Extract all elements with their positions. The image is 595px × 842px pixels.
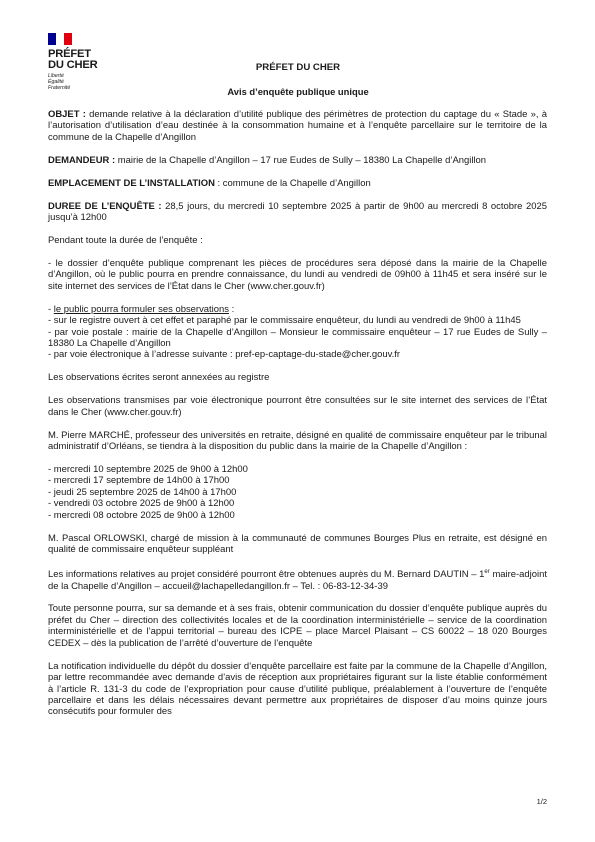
page-title: PRÉFET DU CHER — [255, 62, 341, 73]
permanences-list — [48, 464, 547, 521]
permanence-item: - jeudi 25 septembre 2025 de 14h00 à 17h00 — [48, 486, 237, 498]
observation-item-registre: - sur le registre ouvert à cet effet et paraphé par le commissaire enquêteur, du lundi au vendredi de 9h00 à 11h45 — [48, 315, 521, 327]
permanence-item: - mercredi 08 octobre 2025 de 9h00 à 12h00 — [48, 509, 235, 521]
objet-text: demande relative à la déclaration d’utilité publique des périmètres de protection du captage du « Stade », à l’autorisation d’utilisation d’eau destinée à la consommation humaine et à l’enquête parcellaire sur le territoire de la commune de la Chapelle d’Angillon — [48, 109, 547, 143]
notification-paragraph: La notification individuelle du dépôt du dossier d’enquête parcellaire est faite par la commune de la Chapelle d’Angillon, par lettre recommandée avec demande d’avis de réception aux propriétaires figurant sur la liste établie conformément à l’article R. 131-3 du code de l’expropriation pour cause d’utilité publique, préalablement à l’ouverture de l’enquête parcellaire et dans les délais nécessaires devant permettre aux propriétaires de disposer d’au moins quinze jours consécutifs pour formuler des — [48, 660, 547, 718]
emplacement-text: : commune de la Chapelle d’Angillon — [214, 177, 371, 189]
page-number: 1/2 — [536, 797, 547, 806]
observations-intro-end: : — [228, 303, 235, 315]
flag-white-stripe — [56, 33, 64, 45]
tricolor-flag-icon — [48, 33, 72, 45]
observations-intro — [48, 304, 547, 315]
transmises-paragraph: Les observations transmises par voie électronique pourront être consultées sur le site internet des services de l’État dans le Cher (www.cher.gouv.fr) — [48, 395, 547, 418]
demandeur-paragraph — [48, 155, 547, 166]
observations-intro-underlined: le public pourra formuler ses observations — [53, 303, 229, 315]
demandeur-text: mairie de la Chapelle d’Angillon – 17 rue Eudes de Sully – 18380 La Chapelle d’Angillon — [115, 154, 487, 166]
suppleant-paragraph: M. Pascal ORLOWSKI, chargé de mission à la communauté de communes Bourges Plus en retraite, est désigné en qualité de commissaire enquêteur suppléant — [48, 532, 547, 556]
motto-fraternite: Fraternité — [48, 85, 71, 91]
observations-dash: - — [48, 303, 54, 315]
duree-paragraph — [48, 201, 547, 224]
demandeur-label: DEMANDEUR : — [48, 154, 116, 166]
commissaire-paragraph: M. Pierre MARCHÉ, professeur des universités en retraite, désigné en qualité de commissaire enquêteur par le tribunal administratif d’Orléans, se tiendra à la disposition du public dans la mairie de la Chapelle d’Angillon : — [48, 429, 547, 452]
observations-list — [48, 304, 547, 361]
emplacement-label: EMPLACEMENT DE L’INSTALLATION — [48, 177, 215, 189]
logo-line-2: DU CHER — [48, 58, 98, 71]
logo-line-1: PRÉFET — [48, 48, 91, 60]
permanence-item: - mercredi 10 septembre 2025 de 9h00 à 12h00 — [48, 463, 248, 475]
dossier-paragraph: - le dossier d’enquête publique comprenant les pièces de procédures sera déposé dans la mairie de la Chapelle d’Angillon, où le public pourra en prendre connaissance, du lundi au vendredi de 09h00 à 11h45 et sera inséré sur le site internet des services de l’État dans le Cher (www.cher.gouv.fr) — [48, 257, 547, 292]
informations-superscript: er — [484, 568, 490, 575]
duree-label: DUREE DE L’ENQUÊTE : — [48, 200, 162, 212]
annexees-paragraph: Les observations écrites seront annexées au registre — [48, 372, 270, 384]
observation-item-electronique: - par voie électronique à l’adresse suivante : pref-ep-captage-du-stade@cher.gouv.fr — [48, 349, 400, 361]
emplacement-paragraph — [48, 178, 547, 189]
informations-paragraph — [48, 567, 547, 592]
page-subtitle: Avis d’enquête publique unique — [227, 86, 369, 97]
pendant-paragraph: Pendant toute la durée de l’enquête : — [48, 234, 203, 246]
duree-text: 28,5 jours, du mercredi 10 septembre 2025 à partir de 9h00 au mercredi 8 octobre 2025 jusqu’à 12h00 — [48, 200, 547, 224]
motto-egalite: Égalité — [48, 79, 64, 85]
informations-text-end: maire-adjoint de la Chapelle d’Angillon – accueil@lachapelledangillon.fr – Tel. : 06-83-12-34-39 — [48, 569, 547, 592]
observation-item-postale: - par voie postale : mairie de la Chapelle d’Angillon – Monsieur le commissaire enquêteur – 17 rue Eudes de Sully – 18380 La Chapelle d’Angillon — [48, 326, 547, 349]
document-body — [48, 109, 547, 718]
permanence-item: - mercredi 17 septembre de 14h00 à 17h00 — [48, 475, 230, 487]
flag-red-stripe — [64, 33, 72, 45]
flag-blue-stripe — [48, 33, 56, 45]
communication-paragraph: Toute personne pourra, sur sa demande et à ses frais, obtenir communication du dossier d’enquête publique auprès du préfet du Cher – direction des collectivités locales et de la coordination interministérielle – service de la coordination interministérielle et de l’appui territorial – bureau des ICPE – place Marcel Plaisant – CS 60022 – 18 020 Bourges CEDEX – dès la publication de l’arrêté d’ouverture de l’enquête — [48, 603, 547, 649]
permanence-item: - vendredi 03 octobre 2025 de 9h00 à 12h00 — [48, 498, 235, 510]
motto-liberte: Liberté — [48, 73, 64, 79]
objet-label: OBJET : — [48, 109, 86, 120]
informations-text-start: Les informations relatives au projet considéré pourront être obtenues auprès du M. Bernard DAUTIN – 1 — [48, 569, 485, 581]
objet-paragraph — [48, 109, 547, 143]
